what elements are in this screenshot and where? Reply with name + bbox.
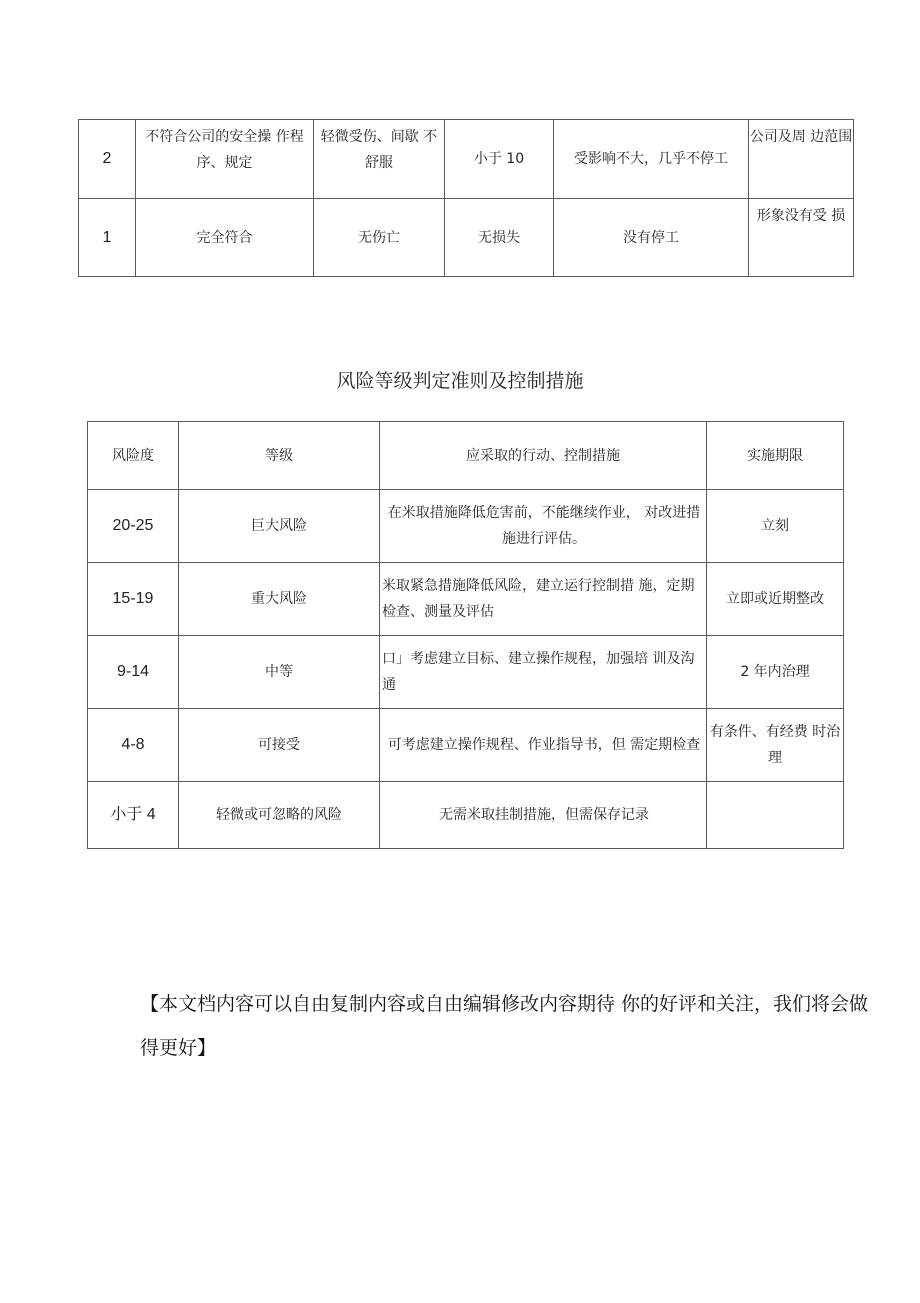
grade-cell: 巨大风险: [179, 490, 380, 563]
table-header-row: [88, 422, 844, 490]
degree-cell: 15-19: [88, 563, 179, 636]
degree-cell: 小于 4: [88, 782, 179, 849]
downtime-cell: 受影响不大，几乎不停工: [554, 120, 749, 199]
severity-criteria-table: [78, 119, 854, 277]
table-row: [88, 636, 844, 709]
action-cell: 米取紧急措施降低风险，建立运行控制措 施，定期检查、测量及评估: [380, 563, 707, 636]
grade-cell: 重大风险: [179, 563, 380, 636]
table-row: [79, 199, 854, 277]
deadline-cell: 立刻: [707, 490, 844, 563]
loss-cell: 无损失: [445, 199, 554, 277]
compliance-cell: 不符合公司的安全操 作程序、规定: [136, 120, 314, 199]
reputation-cell: 形象没有受 损: [749, 199, 854, 277]
reputation-cell: 公司及周 边范围: [749, 120, 854, 199]
header-degree: 风险度: [88, 422, 179, 490]
action-cell: 可考虑建立操作规程、作业指导书，但 需定期检查: [380, 709, 707, 782]
action-cell: 在米取措施降低危害前，不能继续作业， 对改进措施进行评估。: [380, 490, 707, 563]
level-cell: 1: [79, 199, 136, 277]
table-row: [88, 490, 844, 563]
deadline-cell: 2 年内治理: [707, 636, 844, 709]
deadline-cell: 立即或近期整改: [707, 563, 844, 636]
degree-cell: 9-14: [88, 636, 179, 709]
header-deadline: 实施期限: [707, 422, 844, 490]
injury-cell: 轻微受伤、间歇 不舒服: [314, 120, 445, 199]
degree-cell: 4-8: [88, 709, 179, 782]
table-row: [88, 709, 844, 782]
deadline-cell: [707, 782, 844, 849]
section-title: 风险等级判定准则及控制措施: [336, 370, 584, 392]
risk-level-table: [87, 421, 844, 849]
header-action: 应采取的行动、控制措施: [380, 422, 707, 490]
action-cell: 无需米取挂制措施，但需保存记录: [380, 782, 707, 849]
grade-cell: 可接受: [179, 709, 380, 782]
action-cell: 口」考虑建立目标、建立操作规程，加强培 训及沟通: [380, 636, 707, 709]
table-row: [88, 563, 844, 636]
injury-cell: 无伤亡: [314, 199, 445, 277]
table-row: [79, 120, 854, 199]
header-grade: 等级: [179, 422, 380, 490]
loss-cell: 小于 10: [445, 120, 554, 199]
compliance-cell: 完全符合: [136, 199, 314, 277]
footer-note: 【本文档内容可以自由复制内容或自由编辑修改内容期待 你的好评和关注，我们将会做得更好】: [140, 993, 869, 1059]
degree-cell: 20-25: [88, 490, 179, 563]
grade-cell: 中等: [179, 636, 380, 709]
level-cell: 2: [79, 120, 136, 199]
table-row: [88, 782, 844, 849]
deadline-cell: 有条件、有经费 时治理: [707, 709, 844, 782]
downtime-cell: 没有停工: [554, 199, 749, 277]
grade-cell: 轻微或可忽略的风险: [179, 782, 380, 849]
